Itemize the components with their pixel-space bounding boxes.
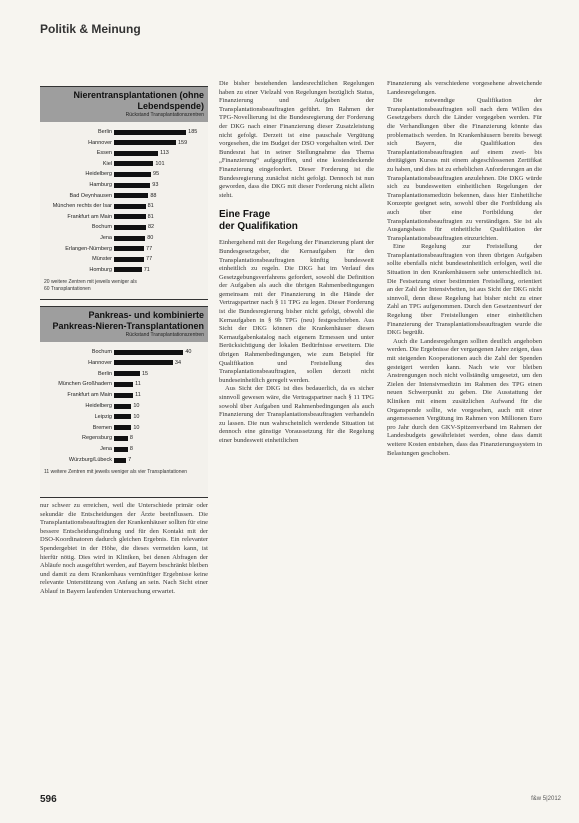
- issue-label: f&w 5|2012: [531, 796, 561, 802]
- bar: [114, 257, 144, 262]
- chart-header: [40, 307, 208, 342]
- bar-value-label: 11: [135, 392, 141, 399]
- bar-label: Essen: [96, 150, 112, 157]
- text-column-middle: [219, 80, 374, 446]
- bar: [114, 172, 151, 177]
- bar-label: Bochum: [91, 349, 112, 355]
- bar: [114, 140, 176, 145]
- bar-label: Heidelberg: [85, 171, 112, 178]
- bar: [114, 161, 153, 166]
- bar-value-label: 77: [146, 256, 153, 263]
- chart-box-kidney: [40, 86, 208, 300]
- bar: [114, 447, 128, 452]
- paragraph: Die notwendige Qualifikation der Transplantationsbeauftragten soll nach dem Willen des Gesetzgebers durch die Länder vorgegeben werden. Für die Verhandlungen über die Finanzierung könnte das problematisch werden. In Krankenhäusern bereits bewegt sich Bayern, die Qualifikation des Transplantationsbeauftragten auf einem zwei- bis dreitägigen Kursus mit einem abgeschlossenen Zertifikat zu haben, und dies ist zu erheblichen Anforderungen an die Transplantationsbeauftragten anzulehnen. Die DKG würde sich zu bundesweiten einheitlichen Regelungen der Transplantationsmedizin bekennen, dass hier Einheitliche Konzepte geeignet sein, sowohl über die Fortbildung als auch über eine Fortbildung der Transplantationsbeauftragten zu verständigen. Sie ist als Ausgangsbasis für einheitliche Qualifikation der Transplantationsbeauftragten einzurichten.: [387, 97, 542, 242]
- bar-label: Bad Oeynhausen: [69, 192, 112, 199]
- bar: [114, 458, 126, 463]
- bar-value-label: 95: [153, 171, 160, 178]
- bar-label: Heidelberg: [85, 403, 112, 409]
- bar-value-label: 81: [147, 213, 154, 220]
- bar-value-label: 77: [146, 245, 153, 252]
- bar-value-label: 15: [142, 370, 149, 377]
- chart-title-line2: Pankreas-Nieren-Transplantationen: [52, 321, 204, 331]
- bar: [114, 393, 133, 398]
- paragraph: Auch die Landesregelungen sollten deutlich angehoben werden. Die Ergebnisse der vergangenen Jahre zeigen, dass mit steigenden Kooperationen auch die Zahl der Spenden gesteigert werden kann. Nach wie vor bleiben Anstrengungen noch nicht vollständig umgesetzt, um den Zielen der Intensivmedizin im Rahmen des TPG einen neuen Schwerpunkt zu geben. Die Ausstattung der Kliniken mit einem zusätzlichen Aufwand für die Organspende sollte, wie vorgesehen, auch mit einer angemessenen Vergütung im Rahmen von Millionen Euro pro Jahr durch den GKV-Spitzenverband im Rahmen der Landesbudgets gewährleistet werden, ohne dass damit weitere Kosten entstehen, dass das Finanzierungssystem in Belastungen geschoben.: [387, 337, 542, 457]
- bar: [114, 246, 144, 251]
- bar-label: Jena: [100, 235, 112, 241]
- page-number: 596: [40, 794, 57, 805]
- bar: [114, 436, 128, 441]
- chart-title-line1: Pankreas- und kombinierte: [88, 310, 204, 320]
- bar: [114, 183, 150, 188]
- text-column-right: [387, 80, 542, 458]
- bar-label: Frankfurt am Main: [67, 392, 112, 399]
- bar-value-label: 80: [147, 235, 154, 241]
- chart-header: [40, 87, 208, 122]
- bar-label: Kiel: [102, 160, 112, 167]
- chart-subtitle: Rückstand Transplantationszentren: [125, 112, 204, 118]
- chart-box-pancreas: [40, 306, 208, 498]
- chart-title: Nierentransplantationen (ohne Lebendspende): [73, 90, 204, 111]
- bar-value-label: 101: [155, 160, 165, 167]
- bar-chart-kidney: [40, 122, 208, 277]
- bar-value-label: 81: [147, 203, 154, 210]
- bar-value-label: 34: [174, 359, 182, 366]
- bar: [114, 404, 131, 409]
- bar: [114, 214, 146, 219]
- bar-label: Homburg: [89, 266, 112, 273]
- paragraph: Die bisher bestehenden landesrechtlichen Regelungen haben zu einer Vielzahl von Regelungen bezüglich Status, Finanzierung und Aufgaben der Transplantationsbeauftragten geführt. Im Rahmen der TPG-Novellierung ist die Bundesregierung der Forderung der DKG nach einer Finanzierung dieser Zusatzleistung nicht gefolgt. Derzeit ist eine pauschale Vergütung vorgesehen, die im Budget der DSO vorgehalten wird. Der Bundesrat hat in seiner Stellungnahme das Thema „Finanzierung“ aufgegriffen, und eine kostendeckende Finanzierung eingefordert. Dieser Forderung ist die Bundesregierung zunächst nicht gefolgt. Dennoch ist nun geworden, dass die DKG mit dieser Forderung nicht allein steht.: [219, 80, 374, 199]
- bar-label: Hannover: [88, 139, 112, 146]
- bar: [114, 414, 131, 419]
- bar: [114, 225, 146, 230]
- bar-value-label: 71: [143, 266, 150, 273]
- bar-value-label: 185: [188, 129, 198, 135]
- text-column-left: [40, 502, 208, 597]
- bar-label: Bochum: [91, 224, 112, 231]
- bar-label: Münster: [92, 256, 112, 263]
- bar-value-label: 7: [128, 457, 132, 463]
- bar-label: Frankfurt am Main: [67, 213, 112, 220]
- bar-label: Leipzig: [94, 413, 112, 420]
- subheading-line: der Qualifikation: [219, 221, 298, 233]
- bar-label: Erlangen-Nürnberg: [65, 245, 112, 252]
- bar-value-label: 8: [129, 435, 133, 442]
- bar-value-label: 40: [185, 349, 192, 355]
- bar-label: Berlin: [97, 129, 112, 135]
- bar: [114, 193, 148, 198]
- subheading: [219, 209, 374, 233]
- bar-label: Jena: [100, 446, 112, 453]
- bar-value-label: 8: [129, 446, 133, 453]
- chart-notes: [40, 467, 208, 479]
- bar-label: Hannover: [88, 359, 112, 366]
- chart-note: 20 weitere Zentren mit jeweils weniger als: [44, 279, 137, 285]
- bar-value-label: 93: [152, 182, 159, 188]
- bar-label: Bremen: [92, 424, 112, 431]
- paragraph: nur schwer zu erreichen, weil die Unterschiede primär oder sekundär die Entscheidungen der Ärzte beeinflussen. Die Transplantationsbeauftragten der Krankenhäuser sollten für eine bessere Entscheidungsfindung und für den Kontakt mit der DSO-Koordinatoren dadurch gleichen Ergebnis. Ein relevanter Spendergebiet in der Höhe, die dieses vermeiden kann, ist hierfür nötig. Dies wird in Kliniken, bei denen Abfragen der Abläufe noch ausgeführt werden, auf Bayern beschränkt bleiben und damit zu dem Krankenhaus vernünftiger Ergebnisse keine relevante Unterstützung von Anfang an sein. Nach Sicht einer Ablauf in Bayern laufenden Untersuchung erwartet.: [40, 502, 208, 595]
- bar: [114, 371, 140, 376]
- bar-value-label: 10: [133, 424, 140, 431]
- bar-value-label: 159: [178, 139, 188, 146]
- bar-label: Würzburg/Lübeck: [68, 457, 112, 463]
- bar-label: Hamburg: [89, 182, 112, 188]
- chart-notes: [40, 277, 208, 296]
- paragraph: Aus Sicht der DKG ist dies bedauerlich, da es sicher sinnvoll gewesen wäre, die Vertragspartner nach § 11 TPG sowohl über Aufgaben und Rahmenbedingungen als auch Finanzierung der Transplantationsbeauftragten verhandeln zu lassen. Die nun wahrscheinlich werdende Situation ist dennoch eine günstige Voraussetzung für die Regelung einer bundesweit einheitlichen: [219, 385, 374, 444]
- bar-value-label: 113: [160, 150, 169, 157]
- bar: [114, 382, 133, 387]
- bar: [114, 267, 142, 272]
- chart-note: 11 weitere Zentren mit jeweils weniger als vier Transplantationen: [44, 469, 188, 475]
- bar: [114, 350, 183, 355]
- bar-chart-pancreas: [40, 342, 208, 467]
- bar-value-label: 11: [135, 381, 141, 388]
- bar-label: München rechts der Isar: [52, 203, 112, 210]
- bar-value-label: 88: [150, 192, 157, 199]
- bar: [114, 425, 131, 430]
- bar: [114, 130, 186, 135]
- bar-label: Regensburg: [82, 435, 112, 442]
- paragraph: Einhergehend mit der Regelung der Finanzierung plant der Bundesgesetzgeber, die Kernaufgaben für den Transplantationsbeauftragten künftig bundesweit einheitlich zu regeln. Die DKG hat im Verlauf des Gesetzgebungsverfahrens gefordert, sowohl die Definition der Aufgaben als auch die übrigen Rahmenbedingungen gemeinsam mit der Finanzierung in die Hände der Vertragspartner nach § 11 TPG zu legen. Dieser Forderung ist die Bundesregierung bisher nicht gefolgt, obwohl die Kernaufgaben in § 9b TPG (neu) festgeschrieben. Aus Sicht der DKG können die Krankenhäuser diesen Kernaufgabenkatalog nach eigenem Ermessen und unter Berücksichtigung der lokalen Bedürfnisse erweitern. Die übrigen Rahmenbedingungen, wie zum Beispiel für Qualifikation und Freistellung des Transplantationsbeauftragten, sollen derzeit nicht bundeseinheitlich geregelt werden.: [219, 239, 374, 384]
- bar: [114, 151, 158, 156]
- bar-value-label: 82: [147, 224, 155, 231]
- bar-label: München Großhadern: [58, 381, 112, 388]
- subheading-line: Eine Frage: [219, 209, 271, 221]
- section-header: Politik & Meinung: [40, 22, 141, 36]
- bar: [114, 204, 146, 209]
- chart-subtitle: Rückstand Transplantationszentren: [125, 332, 204, 338]
- paragraph: Eine Regelung zur Freistellung der Transplantationsbeauftragten von ihren übrigen Aufgaben sollte ebenfalls nicht bundeseinheitlich erfolgen, weil die Situation in den Krankenhäusern sehr unterschiedlich ist. Die Festsetzung einer bestimmten Freistellung, orientiert an der Zahl der Intensivbetten, ist aus Sicht der DKG nicht sinnvoll, denn diese Regelung hat bisher nicht zu einer Zahl an TPG aufgenommen. Durch den Gesetzentwurf der Regelung über Freistellungen einer einheitlichen Finanzierung der Transplantationsbeauftragten wurde die DKG begrüßt.: [387, 243, 542, 337]
- bar: [114, 236, 145, 241]
- chart-note: 60 Transplantationen: [44, 286, 91, 292]
- paragraph: Finanzierung als verschiedene vorgesehene abweichende Landesregelungen.: [387, 80, 542, 96]
- bar: [114, 360, 173, 365]
- bar-value-label: 10: [133, 403, 140, 409]
- bar-value-label: 10: [133, 413, 140, 420]
- bar-label: Berlin: [97, 370, 112, 377]
